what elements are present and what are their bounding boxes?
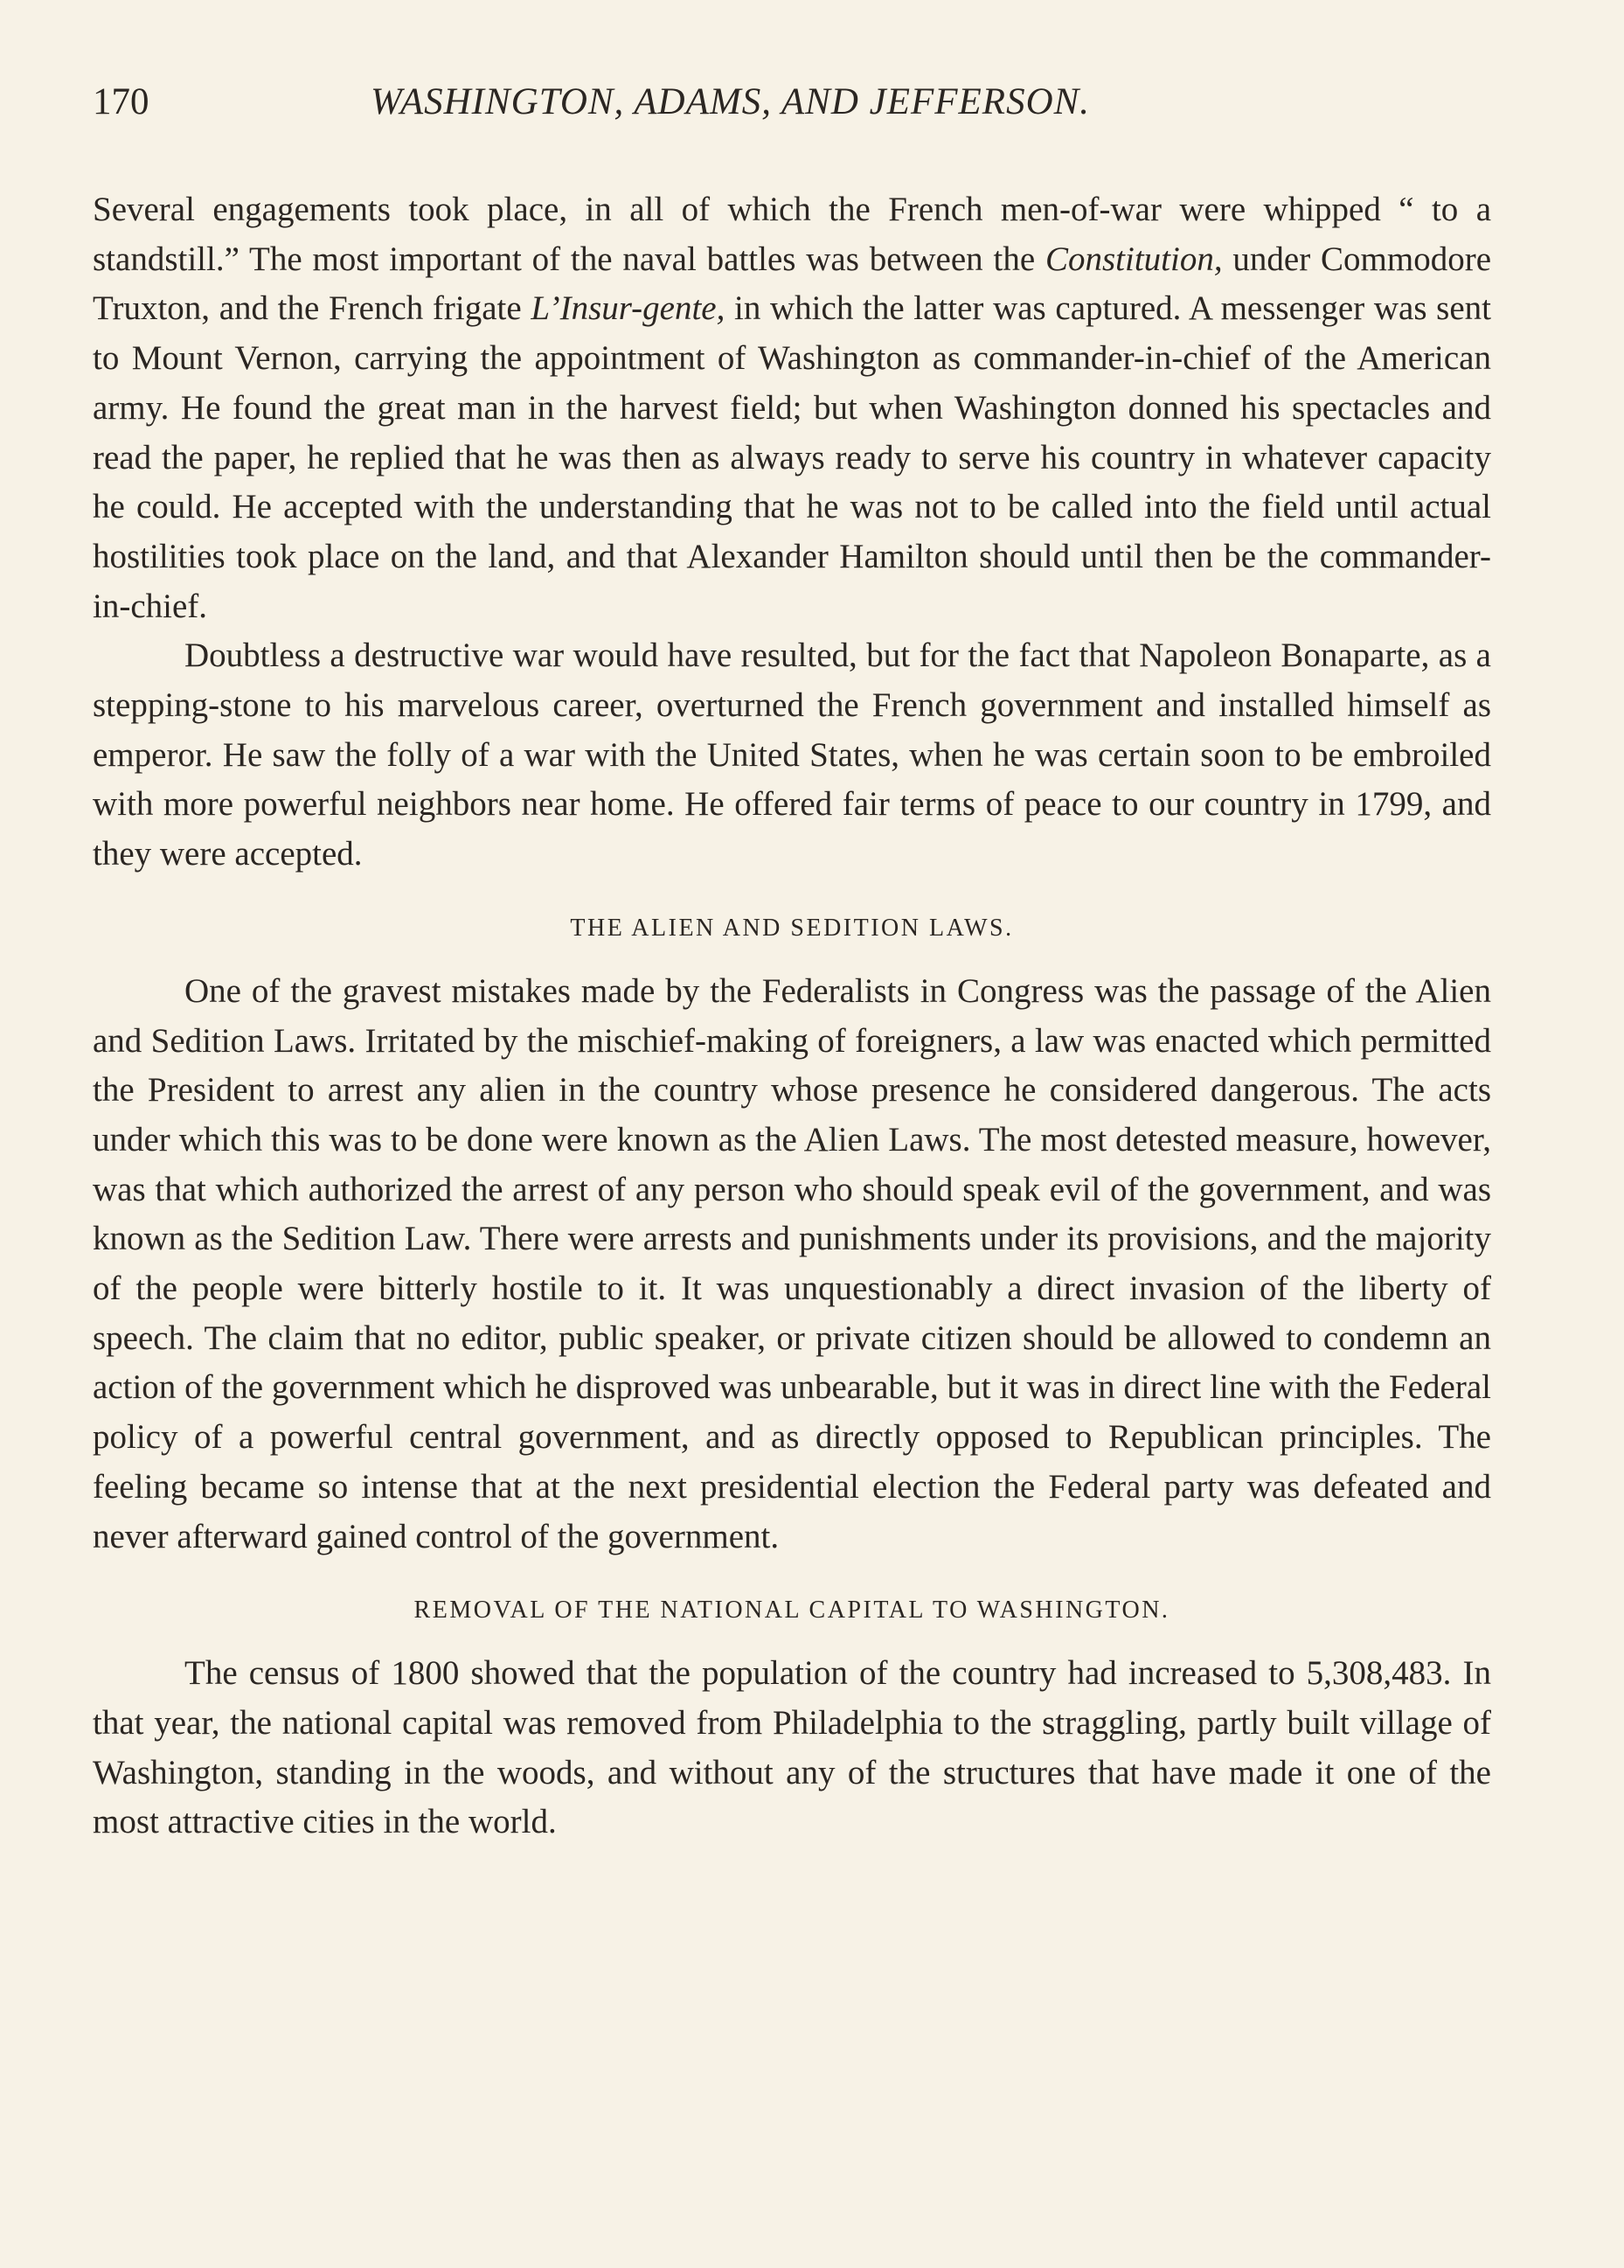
running-head [93, 72, 1491, 133]
book-page [93, 72, 1491, 2240]
ship-name-insurgente: L’Insur-gente, [531, 289, 725, 328]
ship-name-constitution: Constitution, [1044, 240, 1223, 278]
heading-alien-sedition-laws: THE ALIEN AND SEDITION LAWS. [570, 914, 1014, 942]
paragraph-text: Several engagements took place, in all of which the French men-of-war were whipped “ to a standstill.” The most important of the naval battles was between the [93, 191, 1491, 278]
paragraph-text: in which the latter was captured. A messenger was sent to Mount Vernon, carrying the appointment of Washington as commander-in-chief of the American army. He found the great man in the harvest field; but when Washington donned his spectacles and read the paper, he replied that he was then as always ready to serve his country in whatever capacity he could. He accepted with the understanding that he was not to be called into the field until actual hostilities took place on the land, and that Alexander Hamilton should until then be the commander-in-chief. [93, 289, 1491, 625]
running-title: WASHINGTON, ADAMS, AND JEFFERSON. [371, 81, 1091, 122]
paragraph-text: under Commodore Truxton, and the French frigate [93, 240, 1492, 328]
paragraph-census-1800: The census of 1800 showed that the population of the country had increased to 5,308,483. In that year, the national capital was removed from Philadelphia to the straggling, partly built village of Washington, standing in the woods, and without any of the structures that have made it one of the most attractive cities in the world. [93, 1654, 1491, 1841]
paragraph-alien-sedition: One of the gravest mistakes made by the Federalists in Congress was the passage of the Alien and Sedition Laws. Irritated by the mischief-making of foreigners, a law was enacted which permitted the President to arrest any alien in the country whose presence he considered dangerous. The acts under which this was to be done were known as the Alien Laws. The most detested measure, however, was that which authorized the arrest of any person who should speak evil of the government, and was known as the Sedition Law. There were arrests and punishments under its provisions, and the majority of the people were bitterly hostile to it. It was unquestionably a direct invasion of the liberty of speech. The claim that no editor, public speaker, or private citizen should be allowed to condemn an action of the government which he disproved was unbearable, but it was in direct line with the Federal policy of a powerful central government, and as directly opposed to Republican principles. The feeling became so intense that at the next presidential election the Federal party was defeated and never afterward gained control of the government. [93, 971, 1491, 1555]
heading-removal-of-capital: REMOVAL OF THE NATIONAL CAPITAL TO WASHINGTON. [413, 1597, 1170, 1624]
paragraph-napoleon: Doubtless a destructive war would have resulted, but for the fact that Napoleon Bonaparte, as a stepping-stone to his marvelous career, overturned the French government and installed himself as emperor. He saw the folly of a war with the United States, when he was certain soon to be embroiled with more powerful neighbors near home. He offered fair terms of peace to our country in 1799, and they were accepted. [93, 637, 1491, 873]
page-number: 170 [93, 81, 149, 122]
paragraph-naval-battles [93, 185, 1491, 631]
